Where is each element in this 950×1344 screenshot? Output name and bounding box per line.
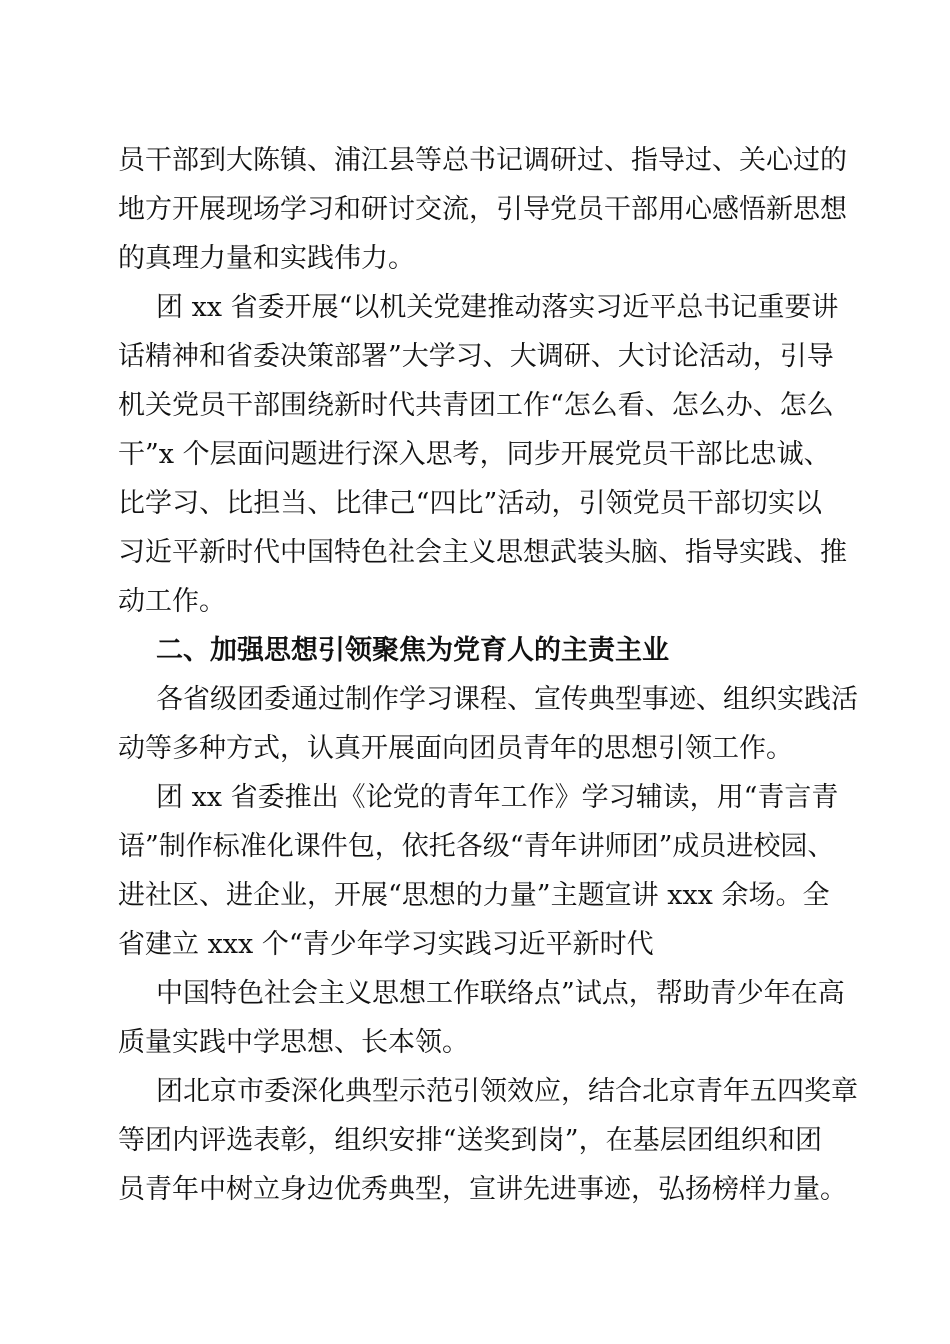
body-text-line: 各省级团委通过制作学习课程、宣传典型事迹、组织实践活 <box>156 684 858 715</box>
body-text-line: 省建立 xxx 个“青少年学习实践习近平新时代 <box>118 929 654 960</box>
body-text-line: 干”x 个层面问题进行深入思考，同步开展党员干部比忠诚、 <box>118 439 831 470</box>
body-text-line: 等团内评选表彰，组织安排“送奖到岗”，在基层团组织和团 <box>118 1125 822 1156</box>
body-text-line: 动等多种方式，认真开展面向团员青年的思想引领工作。 <box>118 733 793 764</box>
body-text-line: 员青年中树立身边优秀典型，宣讲先进事迹，弘扬榜样力量。 <box>118 1174 847 1205</box>
body-text-line: 比学习、比担当、比律己“四比”活动，引领党员干部切实以 <box>118 488 822 519</box>
body-text-line: 语”制作标准化课件包，依托各级“青年讲师团”成员进校园、 <box>118 831 835 862</box>
body-text-line: 习近平新时代中国特色社会主义思想武装头脑、指导实践、推 <box>118 537 847 568</box>
body-text-line: 中国特色社会主义思想工作联络点”试点，帮助青少年在高 <box>156 978 845 1009</box>
body-text-line: 团 xx 省委推出《论党的青年工作》学习辅读，用“青言青 <box>156 782 839 813</box>
body-text-line: 团北京市委深化典型示范引领效应，结合北京青年五四奖章 <box>156 1076 858 1107</box>
section-heading: 二、加强思想引领聚焦为党育人的主责主业 <box>156 635 669 666</box>
body-text-line: 话精神和省委决策部署”大学习、大调研、大讨论活动，引导 <box>118 341 834 372</box>
body-text-line: 动工作。 <box>118 586 226 617</box>
body-text-line: 质量实践中学思想、长本领。 <box>118 1027 469 1058</box>
body-text-line: 的真理力量和实践伟力。 <box>118 243 415 274</box>
body-text-line: 员干部到大陈镇、浦江县等总书记调研过、指导过、关心过的 <box>118 145 847 176</box>
body-text-line: 团 xx 省委开展“以机关党建推动落实习近平总书记重要讲 <box>156 292 839 323</box>
body-text-line: 地方开展现场学习和研讨交流，引导党员干部用心感悟新思想 <box>118 194 847 225</box>
body-text-line: 机关党员干部围绕新时代共青团工作“怎么看、怎么办、怎么 <box>118 390 834 421</box>
body-text-line: 进社区、进企业，开展“思想的力量”主题宣讲 xxx 余场。全 <box>118 880 830 911</box>
